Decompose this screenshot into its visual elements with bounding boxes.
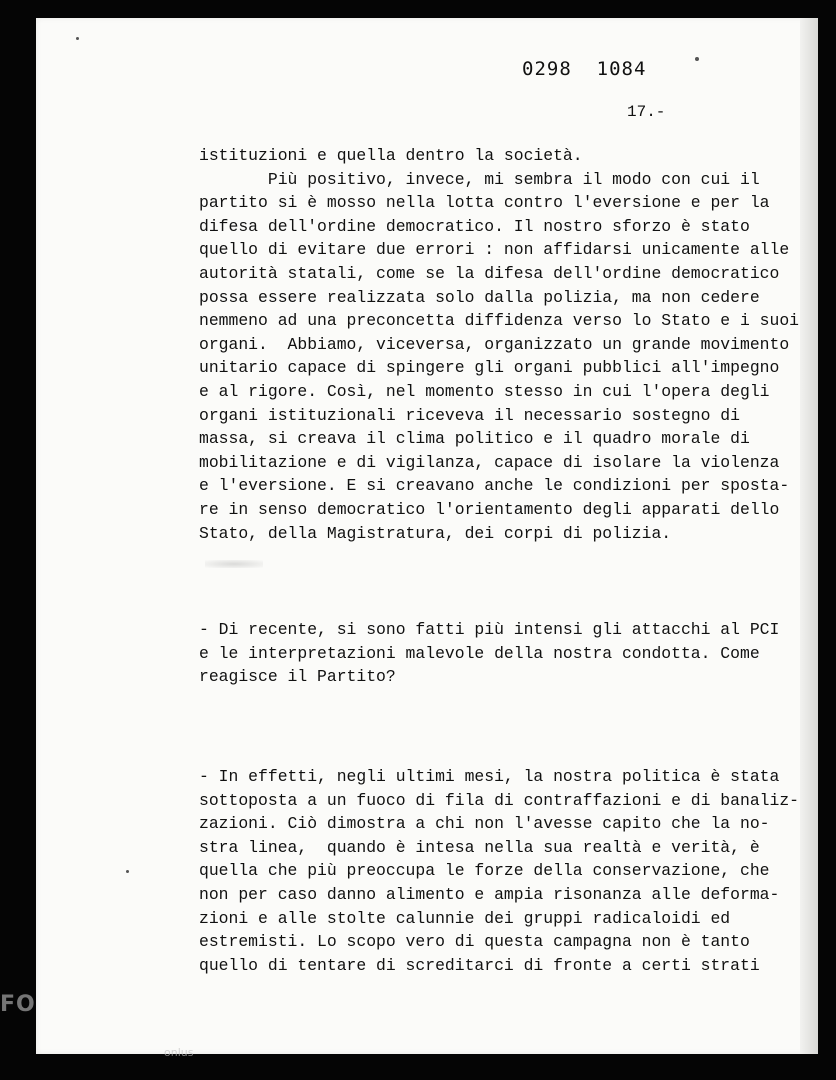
dust-speck	[695, 57, 699, 61]
ink-smudge	[205, 560, 263, 568]
interview-question: - Di recente, si sono fatti più intensi gli attacchi al PCI e le interpretazioni malevole della nostra condotta. Come reagisce il Partito?	[199, 620, 780, 687]
watermark-suffix: onlus	[164, 1046, 194, 1059]
page-edge-shadow	[800, 18, 818, 1054]
watermark-logo: FO	[0, 992, 36, 1017]
dust-speck	[126, 870, 129, 873]
paragraph-answer-continuation: istituzioni e quella dentro la società. Più positivo, invece, mi sembra il modo con cui il partito si è mosso nella lotta contro l'eversione e per la difesa dell'ordine democratico. Il nostro sforzo è stato quello di evitare due errori : non affidarsi unicamente alle autorità statali, come se la difesa dell'ordine democratico possa essere realizzata solo dalla polizia, ma non cedere nemmeno ad una preconcetta diffidenza verso lo Stato e i suoi organi. Abbiamo, viceversa, organizzato un grande movimento unitario capace di spingere gli organi pubblici all'impegno e al rigore. Così, nel momento stesso in cui l'opera degli organi istituzionali riceveva il necessario sostegno di massa, si creava il clima politico e il quadro morale di mobilitazione e di vigilanza, capace di isolare la violenza e l'eversione. E si creavano anche le condizioni per sposta- re in senso democratico l'orientamento degli apparati dello Stato, della Magistratura, dei corpi di polizia.	[199, 146, 799, 543]
archive-number: 0298 1084	[522, 58, 647, 80]
dust-speck	[76, 37, 79, 40]
interview-answer: - In effetti, negli ultimi mesi, la nostra politica è stata sottoposta a un fuoco di fila di contraffazioni e di banaliz- zazioni. Ciò dimostra a chi non l'avesse capito che la no- stra linea, quando è intesa nella sua realtà e verità, è quella che più preoccupa le forze della conservazione, che non per caso danno alimento e ampia risonanza alle deforma- zioni e alle stolte calunnie dei gruppi radicaloidi ed estremisti. Lo scopo vero di questa campagna non è tanto quello di tentare di screditarci di fronte a certi strati	[199, 767, 799, 975]
page-number: 17.-	[627, 103, 666, 121]
